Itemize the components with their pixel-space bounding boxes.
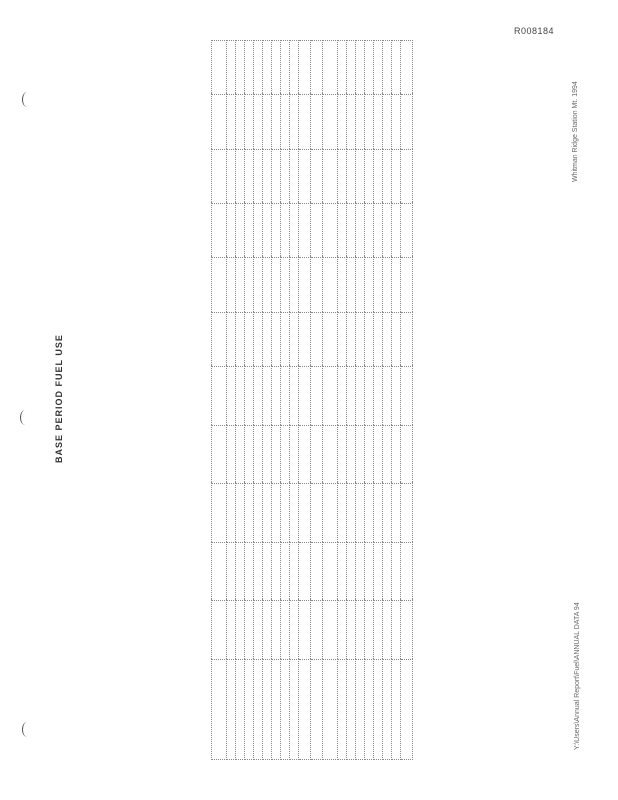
table-row [299,41,311,760]
table-row [323,41,338,760]
hole-punch-mark [22,92,32,107]
page-title: BASE PERIOD FUEL USE [54,334,64,463]
table-row [401,41,413,760]
table-row [245,41,254,760]
table-row [365,41,374,760]
hole-punch-mark [22,722,32,737]
table-row [290,41,299,760]
table-row [356,41,365,760]
table-row [338,41,347,760]
table-row [227,41,236,760]
table-row [236,41,245,760]
table-row [374,41,383,760]
table-row [392,41,401,760]
table-row [254,41,263,760]
side-note-left: Y:\Users\Annual Report\Fuel\ANNUAL DATA 94 [574,602,581,750]
table-row [347,41,356,760]
table-row [272,41,281,760]
table-row [383,41,392,760]
table-row [263,41,272,760]
table-row [281,41,290,760]
side-note-right: Whitman Ridge Station Mt. 1994 [572,81,579,182]
hole-punch-mark [20,410,30,425]
document-id: R008184 [513,26,554,36]
fuel-use-table [211,40,403,760]
table-row [212,41,227,760]
table-row [311,41,323,760]
